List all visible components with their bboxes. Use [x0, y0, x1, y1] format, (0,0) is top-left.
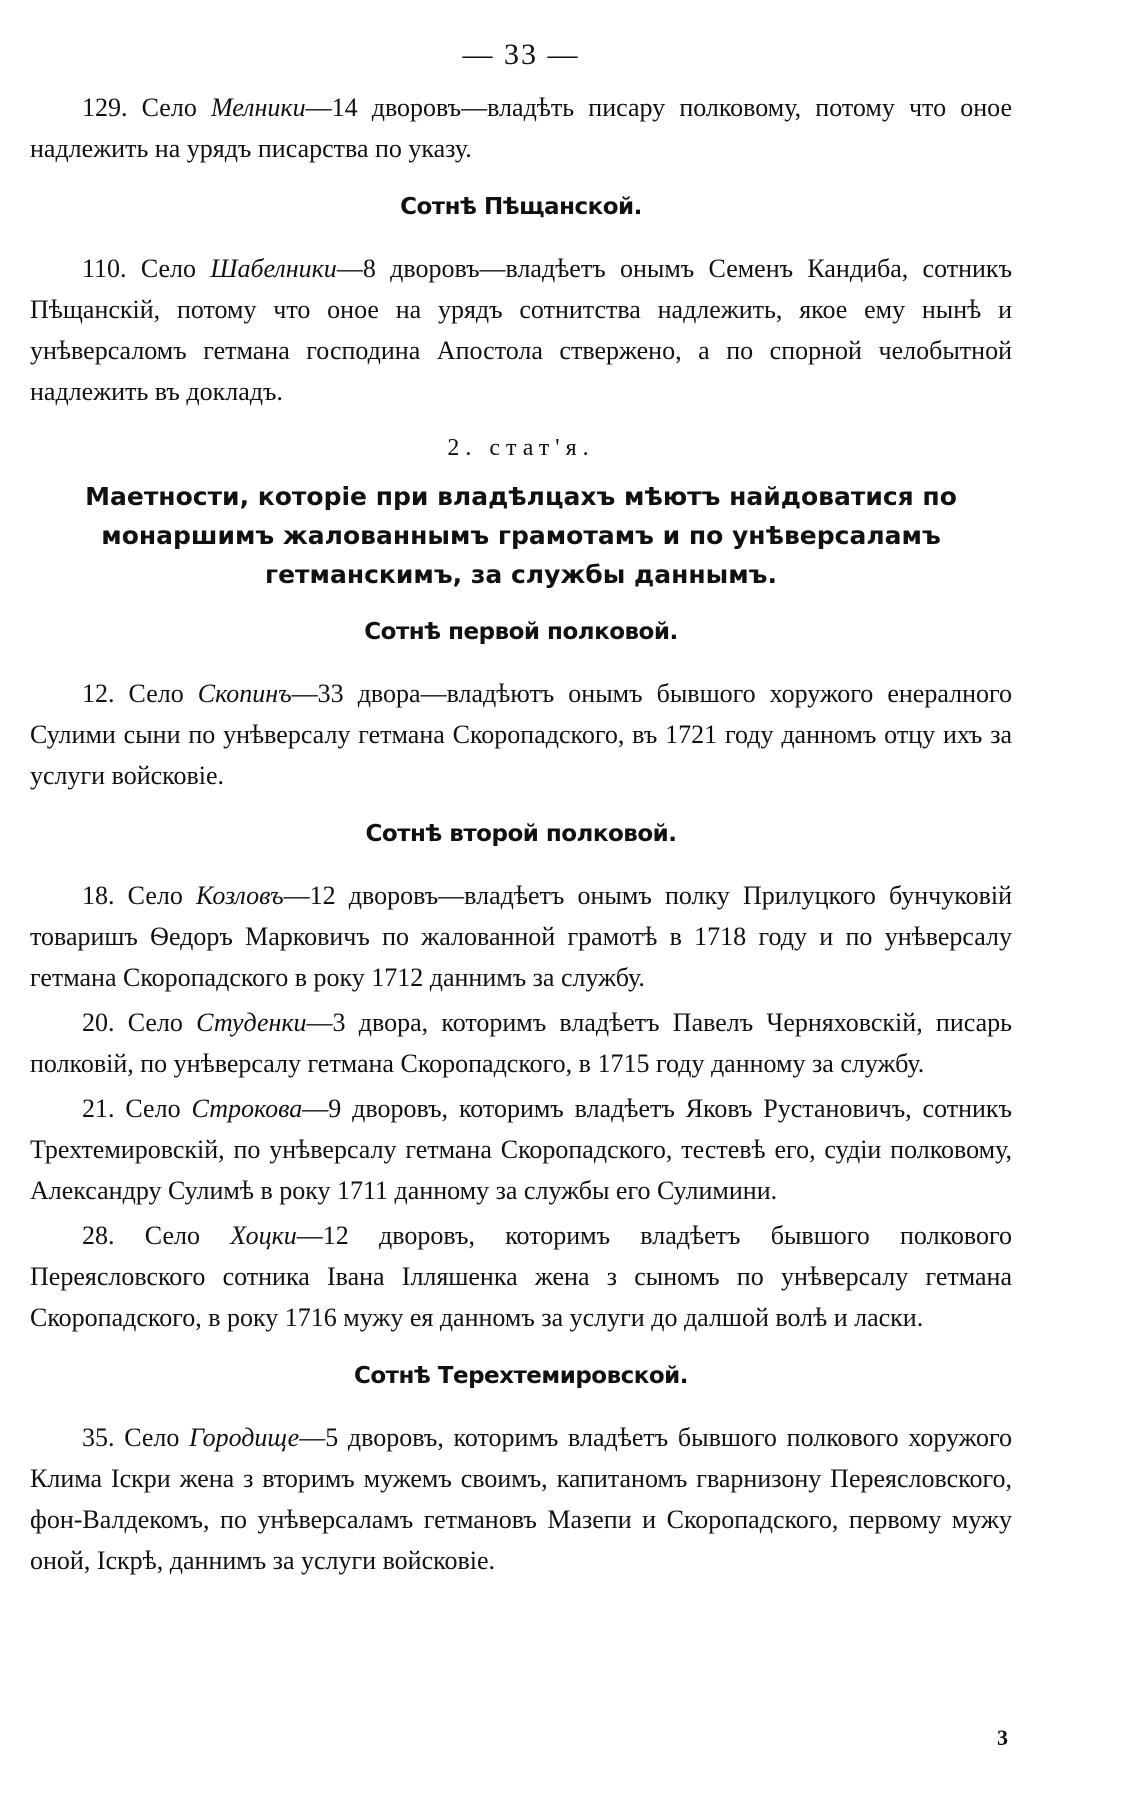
entry-body: —14 дворовъ—владѣть писару полковому, потому что оное надлежить на урядъ писарства по указу. [30, 93, 1012, 163]
entry-number: 110. Село [82, 254, 197, 283]
entry-body: —3 двора, которимъ владѣетъ Павелъ Черняховскій, писарь полковій, по унѣверсалу гетмана Скоропадского, в 1715 году данному за службу. [30, 1008, 1013, 1078]
entry-number: 18. Село [82, 881, 183, 910]
entry-110 [30, 248, 1012, 412]
entry-number: 20. Село [82, 1008, 183, 1037]
entry-text [30, 673, 1012, 796]
entry-text [30, 1215, 1012, 1338]
article-label: 2. стат'я. [447, 435, 595, 461]
entry-body: —33 двора—владѣютъ онымъ бывшого хоружого енералного Сулими сыни по унѣверсалу гетмана Скоропадского, въ 1721 году данномъ отцу ихъ за услуги войсковіе. [30, 679, 1012, 790]
section-heading: Сотнѣ второй полковой. [365, 821, 677, 847]
entry-text [30, 875, 1012, 998]
entry-20 [30, 1002, 1012, 1084]
section-heading: Сотнѣ Терехтемировской. [353, 1363, 689, 1389]
section-heading: Сотнѣ Пѣщанской. [400, 194, 642, 220]
village-name: Скопинъ [197, 679, 292, 708]
village-name: Городище [189, 1423, 300, 1452]
entry-body: —12 дворовъ—владѣетъ онымъ полку Прилуцкого бунчуковій товаришъ Ѳедоръ Марковичъ по жалованной грамотѣ в 1718 году и по унѣверсалу гетмана Скоропадского в року 1712 даннимъ за службу. [30, 881, 1012, 992]
entry-129 [30, 87, 1012, 169]
entry-text [30, 1002, 1012, 1084]
entry-body: —5 дворовъ, которимъ владѣетъ бывшого полкового хоружого Клима Іскри жена з вторимъ мужемъ своимъ, капитаномъ гварнизону Переясловского, фон-Валдекомъ, по унѣверсаламъ гетмановъ Мазепи и Скоропадского, первому мужу оной, Іскрѣ, даннимъ за услуги войсковіе. [30, 1423, 1012, 1575]
village-name: Строкова [191, 1094, 303, 1123]
entry-text [30, 1417, 1012, 1581]
entry-number: 28. Село [82, 1221, 200, 1250]
entry-text [30, 87, 1012, 169]
entry-number: 21. Село [82, 1094, 181, 1123]
entry-number: 35. Село [82, 1423, 180, 1452]
article-heading: Маетности, которіе при владѣлцахъ мѣютъ найдоватися по монаршимъ жалованнымъ грамотамъ и по унѣверсаламъ гетманскимъ, за службы даннымъ. [85, 482, 957, 589]
section-heading: Сотнѣ первой полковой. [364, 619, 678, 645]
village-name: Шабелники [210, 254, 337, 283]
entry-text [30, 248, 1012, 412]
page-number: — 33 — [462, 38, 580, 71]
village-name: Студенки [196, 1008, 307, 1037]
printer-signature: 3 [997, 1725, 1008, 1750]
entry-12 [30, 673, 1012, 796]
entry-body: —9 дворовъ, которимъ владѣетъ Яковъ Рустановичъ, сотникъ Трехтемировскій, по унѣверсалу гетмана Скоропадского, тестевѣ его, судіи полковому, Александру Сулимѣ в року 1711 данному за службы его Сулимини. [30, 1094, 1012, 1205]
entry-body: —12 дворовъ, которимъ владѣетъ бывшого полкового Переясловского сотника Івана Ілляшенка жена з сыномъ по унѣверсалу гетмана Скоропадского, в року 1716 мужу ея данномъ за услуги до далшой волѣ и ласки. [30, 1221, 1012, 1332]
village-name: Хоцки [230, 1221, 297, 1250]
entry-number: 12. Село [82, 679, 184, 708]
entry-28 [30, 1215, 1012, 1338]
entry-18 [30, 875, 1012, 998]
entry-21 [30, 1088, 1012, 1211]
village-name: Козловъ [196, 881, 284, 910]
entry-35 [30, 1417, 1012, 1581]
entry-number: 129. Село [82, 93, 197, 122]
village-name: Мелники [210, 93, 306, 122]
entry-body: —8 дворовъ—владѣетъ онымъ Семенъ Кандиба, сотникъ Пѣщанскій, потому что оное на урядъ сотнитства надлежить, якое ему нынѣ и унѣверсаломъ гетмана господина Апостола ствержено, а по спорной челобытной надлежить въ докладъ. [30, 254, 1013, 406]
entry-text [30, 1088, 1012, 1211]
